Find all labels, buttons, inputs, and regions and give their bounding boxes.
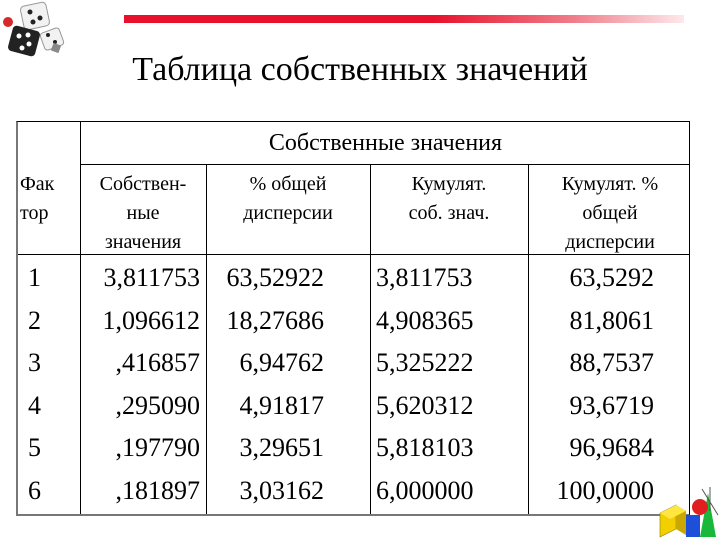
table-cell: 3,811753 [103, 263, 200, 292]
header-line: % общей [249, 173, 327, 195]
table-cell: 100,0000 [556, 475, 654, 505]
table-cell: ,197790 [115, 433, 200, 462]
table-cell: 5,325222 [376, 348, 474, 377]
table-cell: 1,096612 [102, 305, 200, 335]
table-cell: 2 [28, 305, 41, 335]
header-line: ные [126, 202, 160, 224]
table-cell: 4,91817 [239, 390, 324, 420]
header-line: дисперсии [565, 231, 655, 253]
table-cell: 18,27686 [226, 305, 324, 335]
table-cell: 63,5292 [569, 263, 654, 292]
table-cell: 81,8061 [569, 305, 654, 335]
table-cell: 6,000000 [376, 475, 474, 505]
table-cell: 5,818103 [376, 433, 474, 462]
cum-pct-column [530, 257, 654, 512]
table-cell: 88,7537 [569, 348, 654, 377]
table-cell: 3,03162 [239, 475, 324, 505]
cum-eigen-column [376, 257, 496, 512]
table-cell: 6,94762 [239, 348, 324, 377]
table-cell: 1 [28, 263, 41, 292]
eigenvalues-table [16, 121, 690, 516]
column-header-cum-eigen [370, 170, 528, 228]
table-cell: ,181897 [115, 475, 200, 505]
column-header-pct-variance [206, 170, 370, 228]
header-line: Кумулят. % [561, 173, 659, 195]
accent-bar [124, 15, 684, 23]
table-cell: 96,9684 [569, 433, 654, 462]
column-header-eigenvalue [80, 170, 206, 257]
table-cell: ,416857 [115, 348, 200, 377]
factor-column [28, 257, 41, 512]
table-divider [80, 164, 689, 165]
table-cell: 3,811753 [376, 263, 473, 292]
slide-title: Таблица собственных значений [132, 51, 588, 88]
header-line: соб. знач. [408, 202, 490, 224]
group-header: Собственные значения [268, 130, 503, 156]
table-cell: 4,908365 [376, 305, 474, 335]
header-line: Фак [20, 173, 55, 195]
eigenvalue-column [84, 257, 200, 512]
table-cell: ,295090 [115, 390, 200, 420]
table-cell: 5,620312 [376, 390, 474, 420]
header-line: Собствен- [99, 173, 187, 195]
header-line: дисперсии [243, 202, 333, 224]
table-cell: 93,6719 [569, 390, 654, 420]
header-line: значения [104, 231, 182, 253]
table-cell: 3,29651 [239, 433, 324, 462]
table-cell: 63,52922 [226, 263, 324, 292]
column-header-cum-pct [528, 170, 692, 257]
geometric-shapes-icon [650, 485, 720, 540]
column-header-factor [18, 170, 80, 228]
table-cell: 5 [28, 433, 41, 462]
table-cell: 3 [28, 348, 41, 377]
header-line: тор [20, 202, 49, 224]
table-cell: 4 [28, 390, 41, 420]
header-line: общей [582, 202, 638, 224]
pct-variance-column [210, 257, 324, 512]
header-line: Кумулят. [411, 173, 487, 195]
table-cell: 6 [28, 475, 41, 505]
